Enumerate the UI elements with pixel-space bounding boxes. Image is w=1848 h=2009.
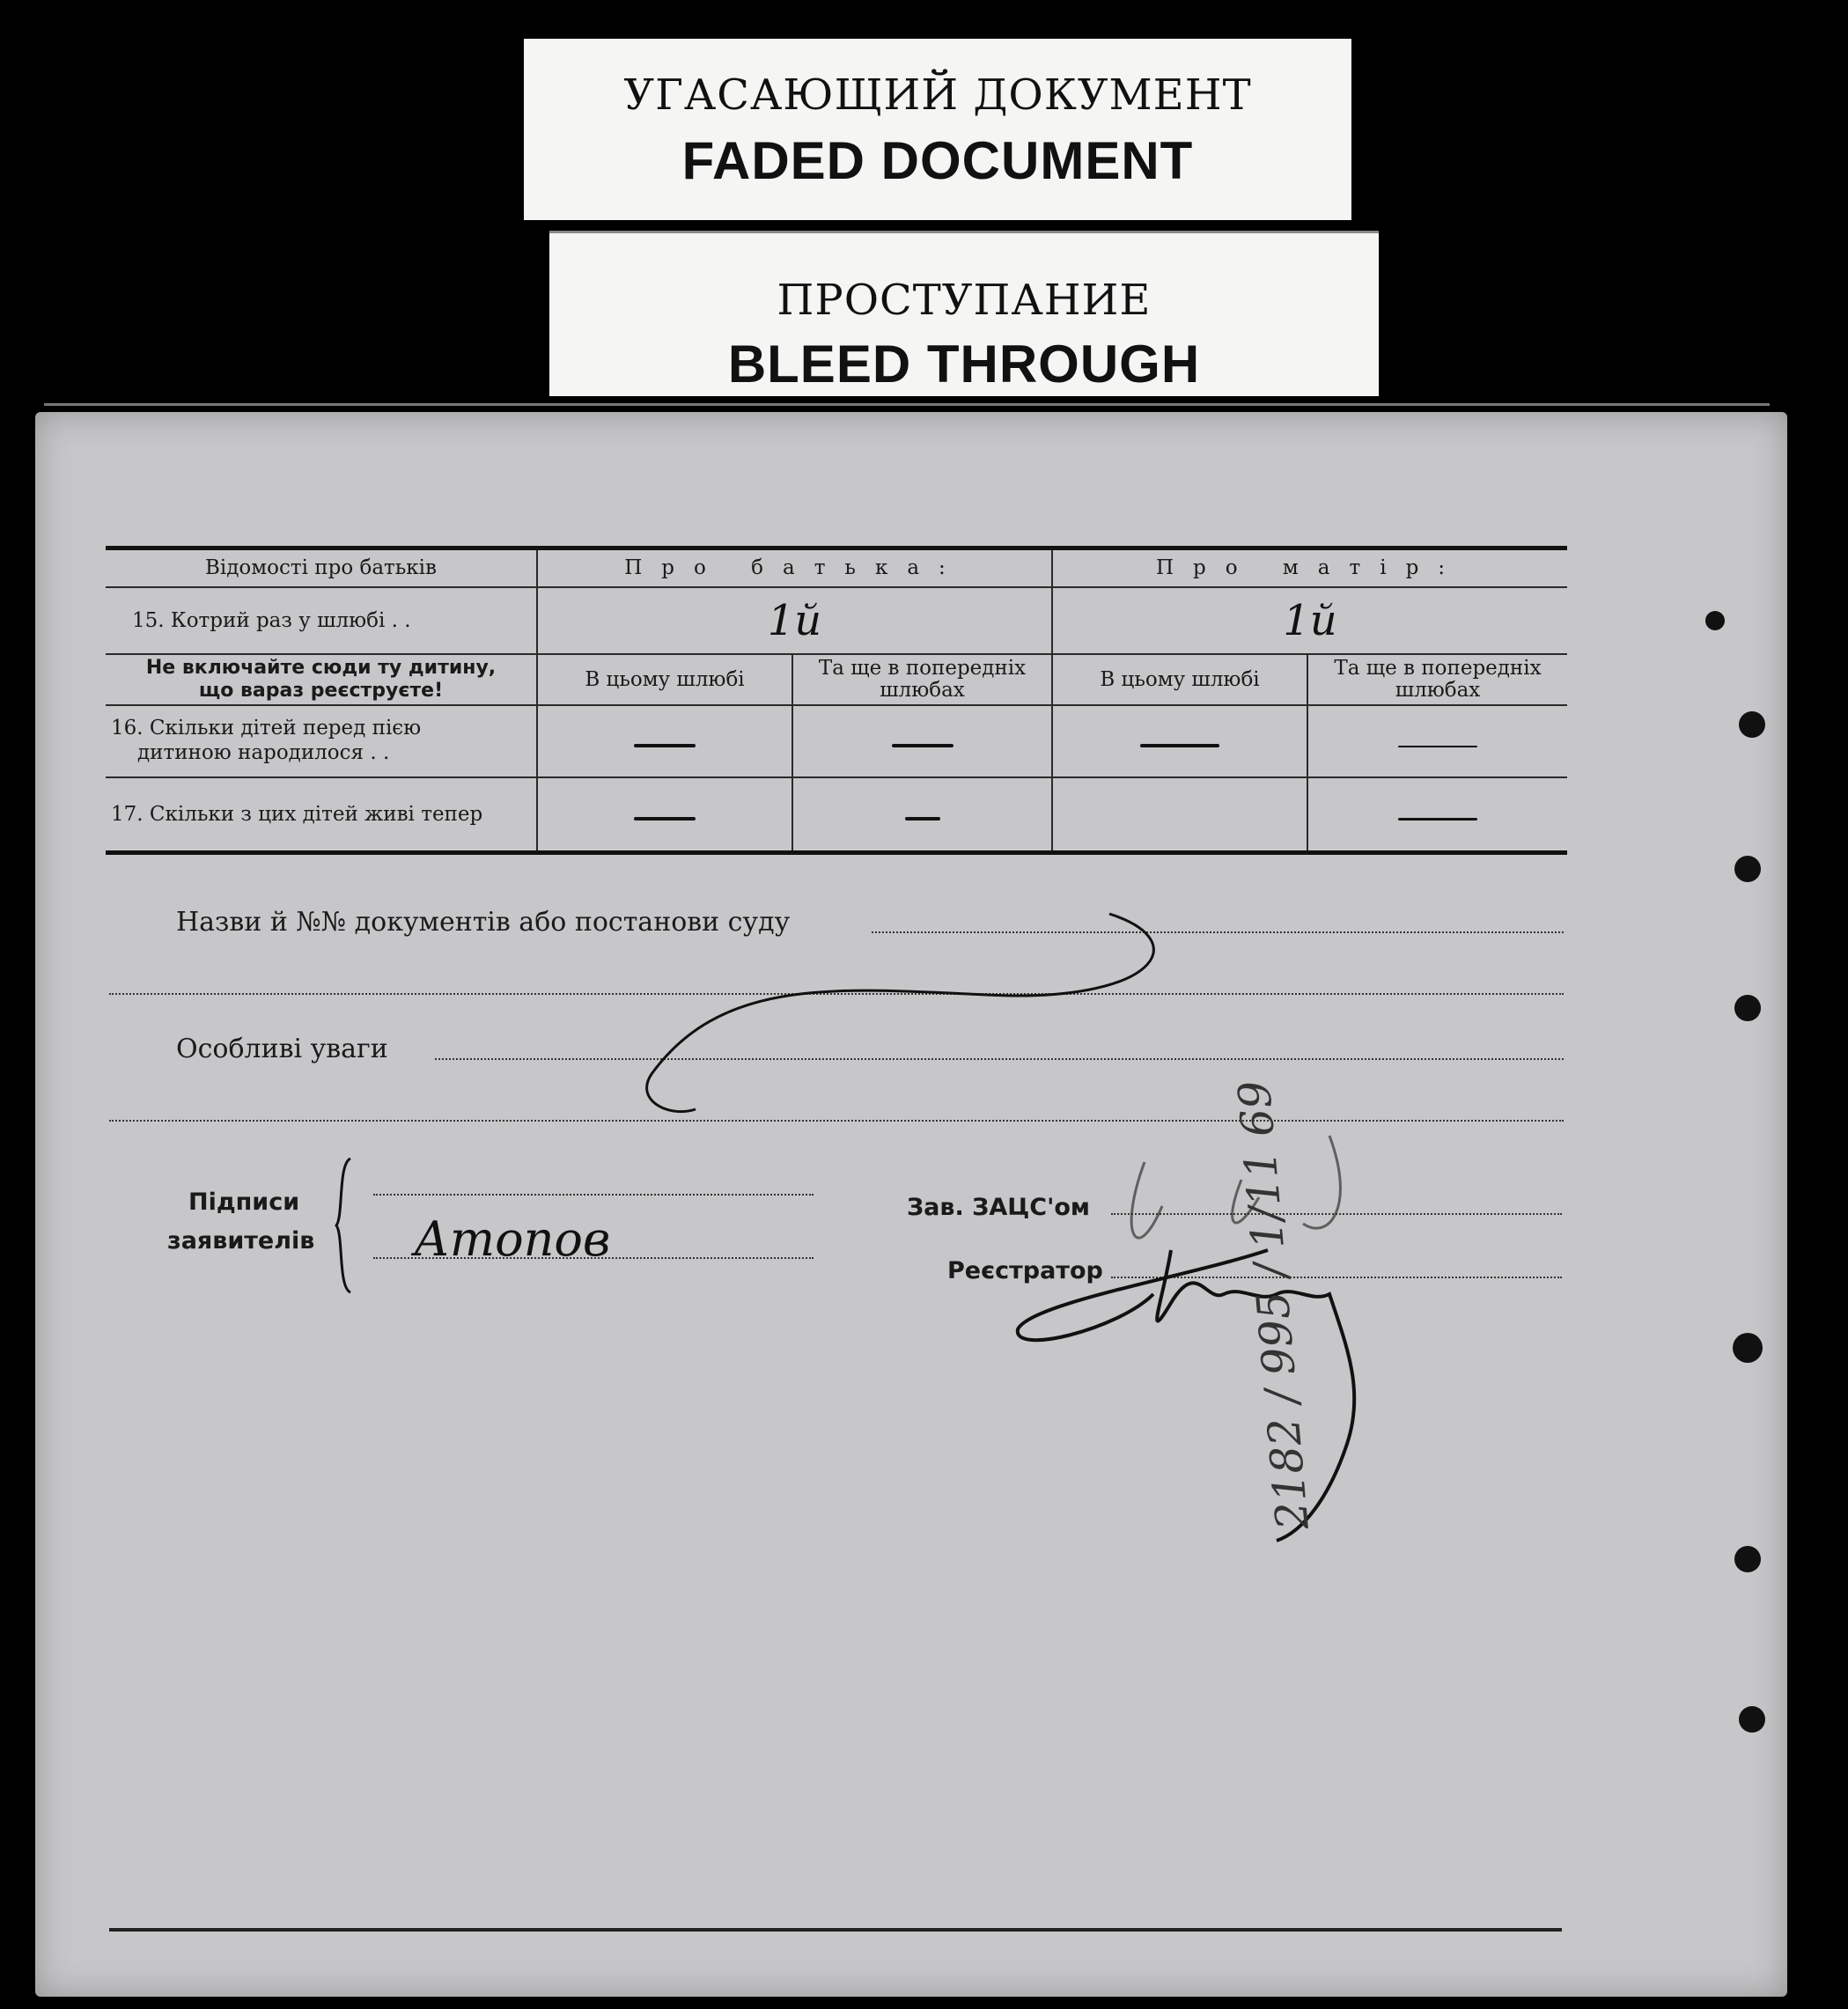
binding-hole (1734, 856, 1761, 882)
col-mother-previous: Та ще в попередніх шлюбах (1307, 654, 1567, 705)
row16-father-this (537, 705, 792, 777)
table-row (106, 777, 1567, 853)
dash-mark (634, 744, 696, 747)
row16-label-line1: 16. Скільки дітей перед пією (111, 716, 422, 740)
card-title-ru: ПРОСТУПАНИЕ (777, 276, 1152, 325)
head-label: Зав. ЗАЦС'ом (907, 1194, 1090, 1221)
row17-label: 17. Скільки з цих дітей живі тепер (106, 777, 537, 853)
row16-label-line2: дитиною народилося . . (137, 740, 390, 764)
row15-label: 15. Котрий раз у шлюбі . . (106, 587, 537, 654)
col-father-previous: Та ще в попередніх шлюбах (792, 654, 1052, 705)
dash-mark (634, 817, 696, 821)
binding-hole (1734, 1546, 1761, 1572)
row17-mother-prev (1307, 777, 1567, 853)
row15-mother-cell (1052, 587, 1567, 654)
header-mother: Про матір: (1052, 548, 1567, 587)
documents-label: Назви й №№ документів або постанови суду (176, 907, 791, 938)
parents-info-table (106, 546, 1567, 855)
faded-document-card (524, 39, 1351, 220)
col-mother-this-marriage: В цьому шлюбі (1052, 654, 1307, 705)
row16-father-prev (792, 705, 1052, 777)
table-row (106, 654, 1567, 705)
applicant-signature: Атопов (414, 1211, 611, 1267)
applicants-label-line2: заявителів (167, 1227, 315, 1255)
registrar-label: Реєстратор (947, 1257, 1103, 1284)
dash-mark (1140, 744, 1219, 747)
remarks-dotline-2 (109, 1120, 1564, 1122)
table-row (106, 587, 1567, 654)
row17-mother-this (1052, 777, 1307, 853)
binding-hole (1733, 1333, 1763, 1363)
applicant-dotline-1 (373, 1194, 814, 1196)
note-label-line1: Не включайте сюди ту дитину, (145, 657, 497, 680)
dash-mark (905, 817, 940, 821)
binding-hole (1734, 995, 1761, 1021)
row16-mother-this (1052, 705, 1307, 777)
dash-mark (892, 744, 953, 747)
note-label (106, 654, 537, 705)
margin-handwriting: 2182 / 995 / 1/11 69 (1228, 1078, 1319, 1532)
bottom-rule (109, 1928, 1562, 1932)
bleed-through-card (549, 231, 1379, 396)
row15-father-cell (537, 587, 1052, 654)
table-row (106, 705, 1567, 777)
binding-hole (1739, 711, 1765, 738)
dash-mark (1398, 746, 1477, 747)
header-parents-info: Відомості про батьків (106, 548, 537, 587)
header-father: Про батька: (537, 548, 1052, 587)
note-label-line2: що вараз реєструєте! (198, 679, 444, 702)
table-header-row (106, 548, 1567, 587)
cross-out-stroke (616, 907, 1180, 1118)
card-title-en: FADED DOCUMENT (681, 131, 1194, 190)
row15-father-value: 1й (767, 595, 822, 645)
binding-hole (1739, 1706, 1765, 1733)
remarks-label: Особливі уваги (176, 1034, 388, 1064)
binding-hole (1705, 611, 1725, 630)
row16-label (106, 705, 537, 777)
applicants-label-line1: Підписи (188, 1188, 300, 1216)
row17-father-prev (792, 777, 1052, 853)
card-title-en: BLEED THROUGH (727, 335, 1201, 394)
card-title-ru: УГАСАЮЩИЙ ДОКУМЕНТ (623, 70, 1252, 120)
dash-mark (1398, 818, 1477, 821)
sheet-edge (44, 403, 1770, 406)
row16-mother-prev (1307, 705, 1567, 777)
row17-father-this (537, 777, 792, 853)
row15-mother-value: 1й (1283, 595, 1337, 645)
brace-icon (333, 1155, 359, 1296)
col-father-this-marriage: В цьому шлюбі (537, 654, 792, 705)
